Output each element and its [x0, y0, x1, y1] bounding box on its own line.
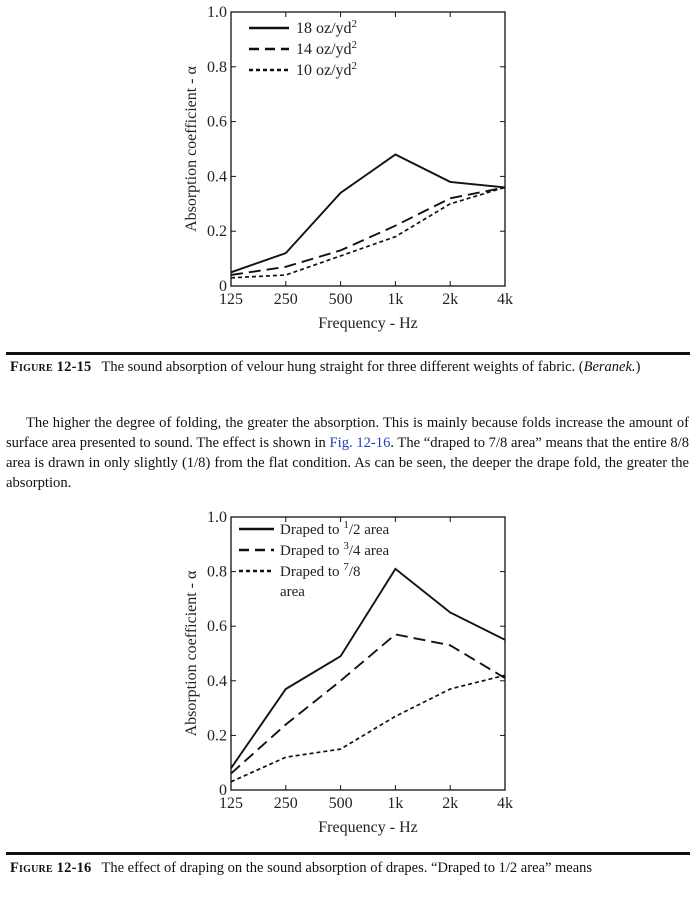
figure-12-15-chart	[0, 0, 695, 340]
fig16-x-tick-label: 4k	[497, 795, 513, 812]
paragraph-text-start: The higher the degree of folding, the greater the absorption. This is mainly because folds increase the amount of surface area presented to sound. The effect is shown in	[6, 415, 689, 451]
fig16-y-tick-label: 1.0	[207, 509, 227, 526]
fig15-x-tick-label: 125	[219, 291, 243, 308]
fig15-y-tick-label: 0	[219, 278, 227, 295]
body-paragraph	[6, 413, 689, 493]
figure-12-16-link[interactable]: Fig. 12-16	[329, 435, 391, 451]
fig16-series-2-line	[231, 634, 505, 773]
figure-12-15-plot	[0, 0, 695, 340]
fig15-x-tick-label: 1k	[387, 291, 404, 308]
fig15-y-tick-label: 0.6	[207, 113, 227, 131]
fig16-y-tick-label: 0.2	[207, 727, 227, 745]
fig16-x-tick-label: 1k	[387, 795, 404, 812]
figure-12-15-caption-text: The sound absorption of velour hung straight for three different weights of fabric. (	[101, 359, 584, 375]
fig16-legend-label-3-line2: area	[280, 584, 305, 600]
fig15-x-axis-label: Frequency - Hz	[318, 315, 418, 332]
fig16-x-tick-label: 500	[328, 795, 353, 812]
figure-12-16-chart	[0, 505, 695, 847]
fig15-y-tick-label: 1.0	[207, 4, 227, 21]
fig16-series-1-line	[231, 569, 505, 768]
figure-12-15-caption-close: )	[635, 359, 641, 375]
fig15-y-axis-label: Absorption coefficient - α	[183, 66, 200, 232]
fig16-x-tick-label: 250	[273, 795, 298, 812]
fig15-y-tick-label: 0.4	[207, 168, 227, 186]
fig15-x-tick-label: 2k	[442, 291, 459, 308]
fig16-y-tick-label: 0	[219, 782, 227, 799]
fig16-x-tick-label: 2k	[442, 795, 459, 812]
fig15-plot-frame	[231, 12, 505, 286]
fig16-legend-label-1: Draped to $^1$/2 area	[280, 519, 390, 538]
figure-12-16-label: Figure 12-16	[10, 860, 92, 876]
fig16-x-tick-label: 125	[219, 795, 243, 812]
fig15-legend-label-2: 14 $oz/yd^2$	[296, 39, 358, 58]
paragraph-text-end: . The “draped to 7/8 area” means that the entire 8/8 area is drawn in only slightly (1/8) from the flat condition. As can be seen, the deeper the drape fold, the greater the absorption.	[6, 435, 690, 491]
fig15-legend-label-3: 10 $oz/yd^2$	[296, 60, 358, 79]
caption-rule-12-16	[6, 852, 690, 855]
fig16-y-tick-label: 0.8	[207, 563, 227, 581]
fig16-y-axis-label: Absorption coefficient - α	[183, 570, 200, 737]
fig15-series-3-line	[231, 187, 505, 277]
caption-rule-12-15	[6, 352, 690, 355]
fig15-y-tick-label: 0.8	[207, 58, 227, 76]
fig16-y-tick-label: 0.4	[207, 672, 227, 690]
fig16-series-3-line	[231, 675, 505, 782]
fig16-legend-label-3: Draped to $^7$/8	[280, 561, 361, 580]
fig15-series-1-line	[231, 155, 505, 273]
fig16-y-tick-label: 0.6	[207, 618, 227, 636]
fig15-x-tick-label: 4k	[497, 291, 513, 308]
figure-12-15-caption	[10, 358, 685, 377]
fig15-x-tick-label: 250	[273, 291, 298, 308]
figure-12-16-caption	[10, 859, 685, 878]
fig16-x-axis-label: Frequency - Hz	[318, 819, 418, 836]
fig15-x-tick-label: 500	[328, 291, 353, 308]
figure-12-15-label: Figure 12-15	[10, 359, 92, 375]
fig15-legend-label-1: 18 $oz/yd^2$	[296, 18, 358, 37]
fig15-y-tick-label: 0.2	[207, 223, 227, 241]
fig16-legend-label-2: Draped to $^3$/4 area	[280, 540, 390, 559]
figure-12-16-plot	[0, 505, 695, 847]
figure-12-16-caption-text: The effect of draping on the sound absorption of drapes. “Draped to 1/2 area” means	[101, 860, 593, 876]
figure-12-15-source: Beranek.	[583, 359, 636, 375]
